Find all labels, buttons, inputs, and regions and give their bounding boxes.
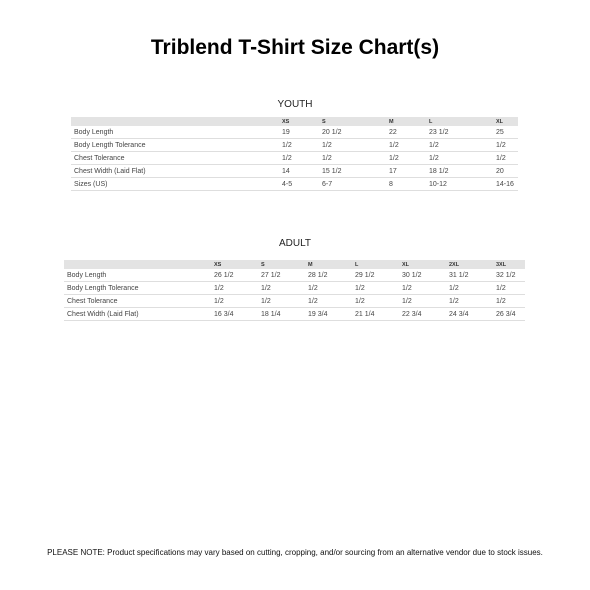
table-cell: 18 1/2 <box>427 165 494 178</box>
table-cell: 1/2 <box>447 282 494 295</box>
table-cell: 26 3/4 <box>494 308 525 321</box>
row-label: Chest Tolerance <box>71 152 280 165</box>
row-label: Body Length <box>71 126 280 139</box>
table-cell: 1/2 <box>280 152 320 165</box>
youth-size-header: L <box>427 117 494 126</box>
table-cell: 1/2 <box>494 152 518 165</box>
table-cell: 20 <box>494 165 518 178</box>
table-cell: 25 <box>494 126 518 139</box>
row-label: Body Length Tolerance <box>71 139 280 152</box>
table-cell: 1/2 <box>353 295 400 308</box>
table-cell: 17 <box>387 165 427 178</box>
disclaimer-note: PLEASE NOTE: Product specifications may vary based on cutting, cropping, and/or sourcing from an alternative vendor due to stock issues. <box>47 548 543 557</box>
table-cell: 21 1/4 <box>353 308 400 321</box>
table-cell: 6-7 <box>320 178 387 191</box>
table-cell: 1/2 <box>427 139 494 152</box>
table-cell: 16 3/4 <box>212 308 259 321</box>
table-row <box>64 295 525 308</box>
adult-size-header: 2XL <box>447 260 494 269</box>
table-row <box>71 126 518 139</box>
table-cell: 8 <box>387 178 427 191</box>
table-cell: 1/2 <box>259 282 306 295</box>
youth-heading: YOUTH <box>277 99 313 110</box>
adult-size-header: L <box>353 260 400 269</box>
adult-size-table <box>64 260 525 321</box>
row-label: Sizes (US) <box>71 178 280 191</box>
row-label: Body Length <box>64 269 212 282</box>
youth-size-header: XS <box>280 117 320 126</box>
table-cell: 22 <box>387 126 427 139</box>
table-cell: 1/2 <box>320 139 387 152</box>
table-cell: 1/2 <box>427 152 494 165</box>
table-cell: 1/2 <box>306 282 353 295</box>
adult-heading: ADULT <box>278 238 312 249</box>
table-cell: 1/2 <box>212 295 259 308</box>
table-cell: 14 <box>280 165 320 178</box>
table-cell: 1/2 <box>387 139 427 152</box>
adult-size-header: M <box>306 260 353 269</box>
table-cell: 1/2 <box>259 295 306 308</box>
table-row <box>71 139 518 152</box>
table-cell: 20 1/2 <box>320 126 387 139</box>
table-cell: 1/2 <box>494 139 518 152</box>
table-cell: 10-12 <box>427 178 494 191</box>
table-cell: 1/2 <box>494 282 525 295</box>
youth-header-row <box>71 117 518 126</box>
adult-size-header: 3XL <box>494 260 525 269</box>
adult-size-header: XL <box>400 260 447 269</box>
table-cell: 4-5 <box>280 178 320 191</box>
table-cell: 1/2 <box>212 282 259 295</box>
table-row <box>64 269 525 282</box>
youth-size-header: XL <box>494 117 518 126</box>
table-cell: 19 <box>280 126 320 139</box>
table-cell: 32 1/2 <box>494 269 525 282</box>
table-cell: 15 1/2 <box>320 165 387 178</box>
youth-size-table <box>71 117 518 191</box>
table-row <box>71 152 518 165</box>
table-cell: 14-16 <box>494 178 518 191</box>
table-cell: 28 1/2 <box>306 269 353 282</box>
table-cell: 1/2 <box>494 295 525 308</box>
table-cell: 1/2 <box>353 282 400 295</box>
row-label: Chest Tolerance <box>64 295 212 308</box>
table-cell: 18 1/4 <box>259 308 306 321</box>
youth-size-header: M <box>387 117 427 126</box>
table-row <box>64 282 525 295</box>
row-label: Chest Width (Laid Flat) <box>64 308 212 321</box>
row-label: Body Length Tolerance <box>64 282 212 295</box>
table-cell: 22 3/4 <box>400 308 447 321</box>
adult-size-header: S <box>259 260 306 269</box>
table-cell: 24 3/4 <box>447 308 494 321</box>
row-label: Chest Width (Laid Flat) <box>71 165 280 178</box>
table-cell: 23 1/2 <box>427 126 494 139</box>
table-cell: 29 1/2 <box>353 269 400 282</box>
table-cell: 1/2 <box>447 295 494 308</box>
youth-header-blank <box>71 117 280 126</box>
table-cell: 31 1/2 <box>447 269 494 282</box>
table-row <box>64 308 525 321</box>
table-cell: 1/2 <box>387 152 427 165</box>
page-title: Triblend T-Shirt Size Chart(s) <box>150 36 440 59</box>
table-cell: 27 1/2 <box>259 269 306 282</box>
table-cell: 1/2 <box>400 295 447 308</box>
table-cell: 1/2 <box>280 139 320 152</box>
youth-size-header: S <box>320 117 387 126</box>
adult-size-header: XS <box>212 260 259 269</box>
table-row <box>71 165 518 178</box>
adult-header-blank <box>64 260 212 269</box>
table-cell: 1/2 <box>306 295 353 308</box>
table-row <box>71 178 518 191</box>
table-cell: 1/2 <box>320 152 387 165</box>
table-cell: 30 1/2 <box>400 269 447 282</box>
table-cell: 26 1/2 <box>212 269 259 282</box>
adult-header-row <box>64 260 525 269</box>
table-cell: 19 3/4 <box>306 308 353 321</box>
table-cell: 1/2 <box>400 282 447 295</box>
